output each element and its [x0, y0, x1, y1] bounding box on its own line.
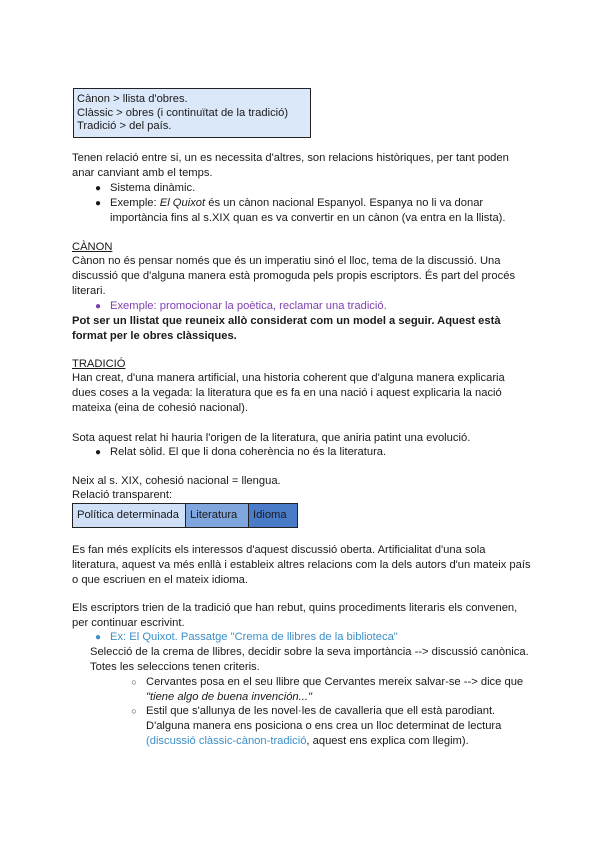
tradition-paragraph-2: Sota aquest relat hi hauria l'origen de la literatura, que aniria patint una evolució.	[72, 432, 471, 444]
bullet-dot-icon: ●	[94, 183, 102, 194]
sub-bullet-text: Cervantes posa en el seu llibre que Cervantes mereix salvar-se --> dice que	[146, 676, 524, 688]
box-line-tradition: Tradició > del país.	[77, 120, 172, 132]
tradition-paragraph-4: Els escriptors trien de la tradició que han rebut, quins procediments literaris els convenen, per continuar escrivint.	[72, 602, 518, 629]
bullet-item	[94, 445, 535, 460]
sub-bullet-end: , aquest ens explica com llegim).	[306, 735, 469, 747]
canon-bold-paragraph: Pot ser un llistat que reuneix allò considerat com un model a seguir. Aquest està format per le obres clàssiques.	[72, 315, 501, 342]
circle-bullet-icon: ○	[131, 677, 137, 687]
bullet-text: Sistema dinàmic.	[110, 182, 196, 194]
bullet-text: Ex: El Quixot. Passatge "Crema de llibres de la biblioteca"	[110, 631, 398, 643]
bullet-text: és un cànon nacional Espanyol. Espanya no li va donar importància fins al s.XIX quan es va convertir en un cànon (va entra en la llista).	[110, 197, 506, 224]
bullet-dot-icon: ●	[94, 301, 102, 312]
bullet-prefix: Exemple:	[110, 197, 160, 209]
bullet-item	[94, 630, 535, 645]
box-line-classic: Clàssic > obres (i continuïtat de la tradició)	[77, 106, 289, 119]
table-cell: Política determinada	[73, 504, 186, 527]
relacio-line: Relació transparent:	[72, 489, 173, 501]
box-line-canon: Cànon > llista d'obres.	[77, 93, 188, 105]
neix-line: Neix al s. XIX, cohesió nacional = llengua.	[72, 475, 281, 487]
seleccio-paragraph: Selecció de la crema de llibres, decidir sobre la seva importància --> discussió canònica. Totes les seleccions tenen criteris.	[90, 646, 529, 673]
bullet-dot-icon: ●	[94, 632, 102, 643]
definitions-box	[73, 88, 311, 138]
quixot-title: El Quixot	[159, 197, 206, 209]
relation-table	[72, 503, 298, 528]
canon-paragraph: Cànon no és pensar només que és un imperatiu sinó el lloc, tema de la discussió. Una discussió que d'alguna manera està promoguda pels propis escriptors. És part del procés literari.	[72, 255, 516, 297]
bullet-item	[94, 196, 535, 226]
sub-bullet-text: Estil que s'allunya de les novel·les de cavalleria que ell està parodiant. D'alguna manera ens posiciona o ens crea un lloc determinat de lectura	[146, 705, 502, 732]
bullet-text: Relat sòlid. El que li dona coherència no és la literatura.	[110, 446, 387, 458]
tradition-paragraph: Han creat, d'una manera artificial, una historia coherent que d'alguna manera explicaria dues coses a la vegada: la literatura que es fa en una nació i aquest explicaria la nació mateixa (eina de cohesió nacional).	[72, 372, 505, 414]
table-cell: Literatura	[186, 504, 249, 527]
bullet-dot-icon: ●	[94, 447, 102, 458]
discussion-link-text: (discussió clàssic-cànon-tradició	[146, 735, 307, 747]
bullet-text: Exemple: promocionar la poètica, reclamar una tradició.	[110, 300, 387, 312]
table-cell: Idioma	[249, 504, 297, 527]
canon-heading: CÀNON	[72, 241, 113, 253]
bullet-item	[94, 299, 535, 314]
tradition-heading: TRADICIÓ	[72, 358, 126, 370]
bullet-dot-icon: ●	[94, 198, 102, 209]
tradition-paragraph-3: Es fan més explícits els interessos d'aquest discussió oberta. Artificialitat d'una sola literatura, aquest va més enllà i estableix altres relacions com la dels autors d'un mateix país o que escriuen en el mateix idioma.	[72, 544, 531, 586]
sub-bullet-item	[131, 675, 541, 705]
sub-bullet-item	[131, 704, 541, 749]
circle-bullet-icon: ○	[131, 706, 137, 716]
bullet-item	[94, 181, 535, 196]
quote-text: "tiene algo de buena invención..."	[146, 691, 312, 703]
intro-paragraph: Tenen relació entre si, un es necessita d'altres, son relacions històriques, per tant poden anar canviant amb el temps.	[72, 152, 509, 179]
